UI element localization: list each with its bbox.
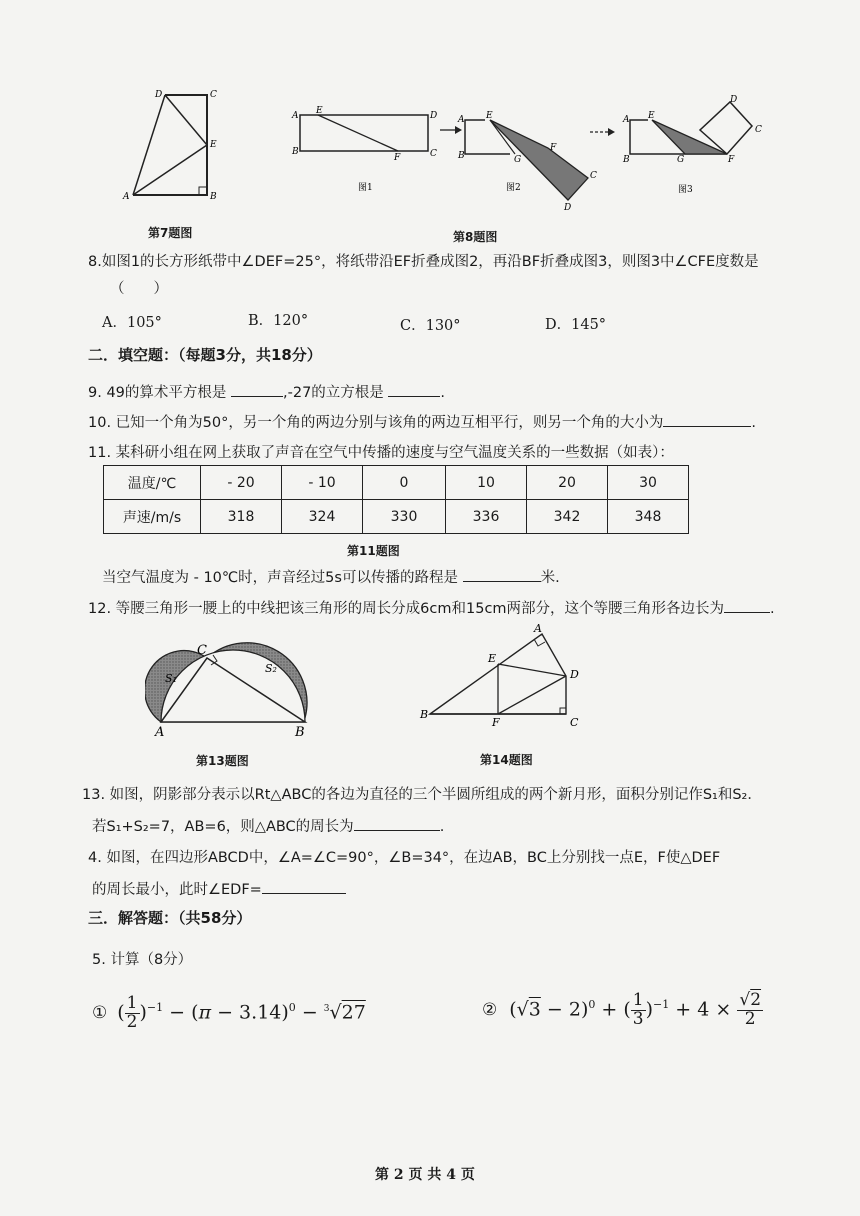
fig13-label-S1: S₁: [165, 672, 177, 685]
fig8-label-B1: B: [292, 147, 299, 157]
fig13-label-A: A: [155, 725, 165, 738]
q11-cell: 30: [608, 466, 689, 500]
fig7-label-A: A: [123, 192, 130, 202]
q15-expr1-formula: ( $\frac{1}{2}$ )$^{-1} - (\pi - 3.14)^0 - ^3√27$: [117, 993, 366, 1032]
fig8-label-F1: F: [394, 153, 401, 163]
fig8-label-B3: B: [623, 155, 630, 165]
question-13-line1: 13. 如图，阴影部分表示以Rt△ABC的各边为直径的三个半圆所组成的两个新月形，面积分别记作S₁和S₂．: [82, 787, 762, 803]
q13-end: .: [439, 819, 445, 835]
fig8-label-E2: E: [486, 111, 493, 121]
q11-row-temperature: [104, 466, 689, 500]
figure-8-caption: 第8题图: [453, 230, 498, 244]
fig8-label-D1: D: [430, 111, 438, 121]
fig8-label-A3: A: [623, 115, 630, 125]
fig14-label-A: A: [534, 622, 542, 635]
q11-data-table: [103, 465, 689, 534]
fig8-label-D2: D: [564, 203, 572, 213]
question-8-paren: （ ）: [110, 281, 168, 297]
q11-cell: - 20: [201, 466, 282, 500]
section-2-title: 二．填空题：（每题3分，共18分）: [88, 346, 322, 364]
q13-line2-text: 若S₁+S₂=7，AB=6，则△ABC的周长为: [92, 819, 354, 835]
q15-expr2-number: ②: [482, 1000, 498, 1021]
fig7-label-E: E: [210, 140, 217, 150]
question-14-line2: [92, 878, 346, 899]
fig8-label-C2: C: [590, 171, 597, 181]
figure-13-caption: 第13题图: [196, 754, 249, 768]
figure-7-drawing: [115, 85, 225, 210]
q11-followup: [102, 566, 560, 587]
question-10: [88, 411, 756, 432]
q11-cell: - 10: [282, 466, 363, 500]
q15-expr1-number: ①: [92, 1003, 108, 1024]
q11-blank: [463, 581, 541, 582]
q11-cell: 330: [363, 500, 446, 534]
q9-blank-2: [388, 396, 440, 397]
fig13-label-B: B: [295, 725, 305, 738]
figure-13-drawing: [145, 628, 325, 738]
q11-row-speed: [104, 500, 689, 534]
fig8-label-C3: C: [755, 125, 762, 135]
fig7-label-D: D: [155, 90, 163, 100]
figure-14-drawing: [418, 620, 588, 732]
q11-cell: 20: [527, 466, 608, 500]
fig8-label-F3: F: [728, 155, 735, 165]
q8-option-a: A．105°: [102, 315, 162, 331]
q13-blank: [354, 830, 440, 831]
question-9: [88, 381, 445, 402]
fig14-label-D: D: [570, 668, 579, 681]
question-8-text: 8.如图1的长方形纸带中∠DEF=25°，将纸带沿EF折叠成图2，再沿BF折叠成图3，则图3中∠CFE度数是: [88, 254, 759, 270]
q11-table: [103, 465, 689, 534]
question-15-title: 5. 计算（8分）: [92, 952, 193, 968]
q11-unit: 米.: [540, 570, 560, 586]
fig7-label-C: C: [210, 90, 217, 100]
fig8-label-C1: C: [430, 149, 437, 159]
q8-option-b: B．120°: [248, 313, 309, 329]
fig8-subcaption-3: 图3: [678, 185, 693, 195]
fig8-label-F2: F: [550, 143, 557, 153]
fig13-label-S2: S₂: [265, 662, 277, 675]
figure-14-caption: 第14题图: [480, 753, 533, 767]
q14-blank: [262, 893, 346, 894]
fig14-label-E: E: [488, 652, 497, 665]
q11-cell: 336: [446, 500, 527, 534]
q11-caption: 第11题图: [347, 544, 400, 558]
fig7-label-B: B: [210, 192, 217, 202]
q15-expr2-formula: $(√3 - 2)^0$ + ( $\frac{1}{3}$ )$^{-1}$ + 4 × $\frac{√2}{2}$: [509, 990, 762, 1029]
fig8-label-A2: A: [458, 115, 465, 125]
fig8-label-G2: G: [514, 155, 522, 165]
fig8-label-E1: E: [316, 106, 323, 116]
q11-cell: 348: [608, 500, 689, 534]
fig8-label-E3: E: [648, 111, 655, 121]
page-footer: 第 2 页 共 4 页: [375, 1167, 475, 1183]
q11-cell: 10: [446, 466, 527, 500]
figure-7: [115, 85, 225, 210]
fig8-subcaption-2: 图2: [506, 183, 521, 193]
fig8-label-G3: G: [677, 155, 685, 165]
figure-8-drawing: [290, 90, 780, 220]
question-14-line1: 4. 如图，在四边形ABCD中，∠A=∠C=90°，∠B=34°，在边AB，BC上分别找一点E，F使△DEF: [88, 850, 721, 866]
figure-13: [145, 628, 325, 738]
fig14-label-F: F: [492, 716, 500, 729]
q10-end: .: [751, 415, 756, 431]
q11-cell: 324: [282, 500, 363, 534]
q14-line2-text: 的周长最小，此时∠EDF=: [92, 882, 262, 898]
q9-part2: ,-27的立方根是: [283, 385, 384, 401]
q11-header-temp: 温度/℃: [104, 466, 201, 500]
fig8-label-D3: D: [730, 95, 738, 105]
section-3-title: 三．解答题：（共58分）: [88, 909, 252, 927]
fig8-subcaption-1: 图1: [358, 183, 373, 193]
q11-cell: 342: [527, 500, 608, 534]
q12-end: .: [770, 601, 775, 617]
question-13-line2: [92, 815, 444, 836]
q9-part1: 9. 49的算术平方根是: [88, 385, 227, 401]
q15-expression-1: [92, 995, 366, 1032]
q9-blank-1: [231, 396, 283, 397]
q8-option-c: C．130°: [400, 318, 461, 334]
figure-8: [290, 90, 780, 220]
q11-header-speed: 声速/m/s: [104, 500, 201, 534]
fig14-label-B: B: [420, 708, 429, 721]
q12-blank: [724, 612, 770, 613]
q10-blank: [663, 426, 751, 427]
question-11-text: 11. 某科研小组在网上获取了声音在空气中传播的速度与空气温度关系的一些数据（如表）：: [88, 445, 674, 461]
figure-14: [418, 620, 588, 732]
q8-option-d: D．145°: [545, 317, 607, 333]
figure-7-caption: 第7题图: [148, 226, 193, 240]
q12-text: 12. 等腰三角形一腰上的中线把该三角形的周长分成6cm和15cm两部分，这个等腰三角形各边长为: [88, 601, 725, 617]
fig8-label-A1: A: [292, 111, 299, 121]
fig14-label-C: C: [570, 716, 579, 729]
fig8-label-B2: B: [458, 151, 465, 161]
q15-expression-2: [482, 992, 763, 1029]
q11-followup-text: 当空气温度为 - 10℃时，声音经过5s可以传播的路程是: [102, 570, 458, 586]
question-12: [88, 597, 775, 618]
q11-cell: 318: [201, 500, 282, 534]
q11-cell: 0: [363, 466, 446, 500]
q10-text: 10. 已知一个角为50°，另一个角的两边分别与该角的两边互相平行，则另一个角的大小为: [88, 415, 664, 431]
q9-end: .: [440, 385, 446, 401]
fig13-label-C: C: [197, 643, 207, 658]
